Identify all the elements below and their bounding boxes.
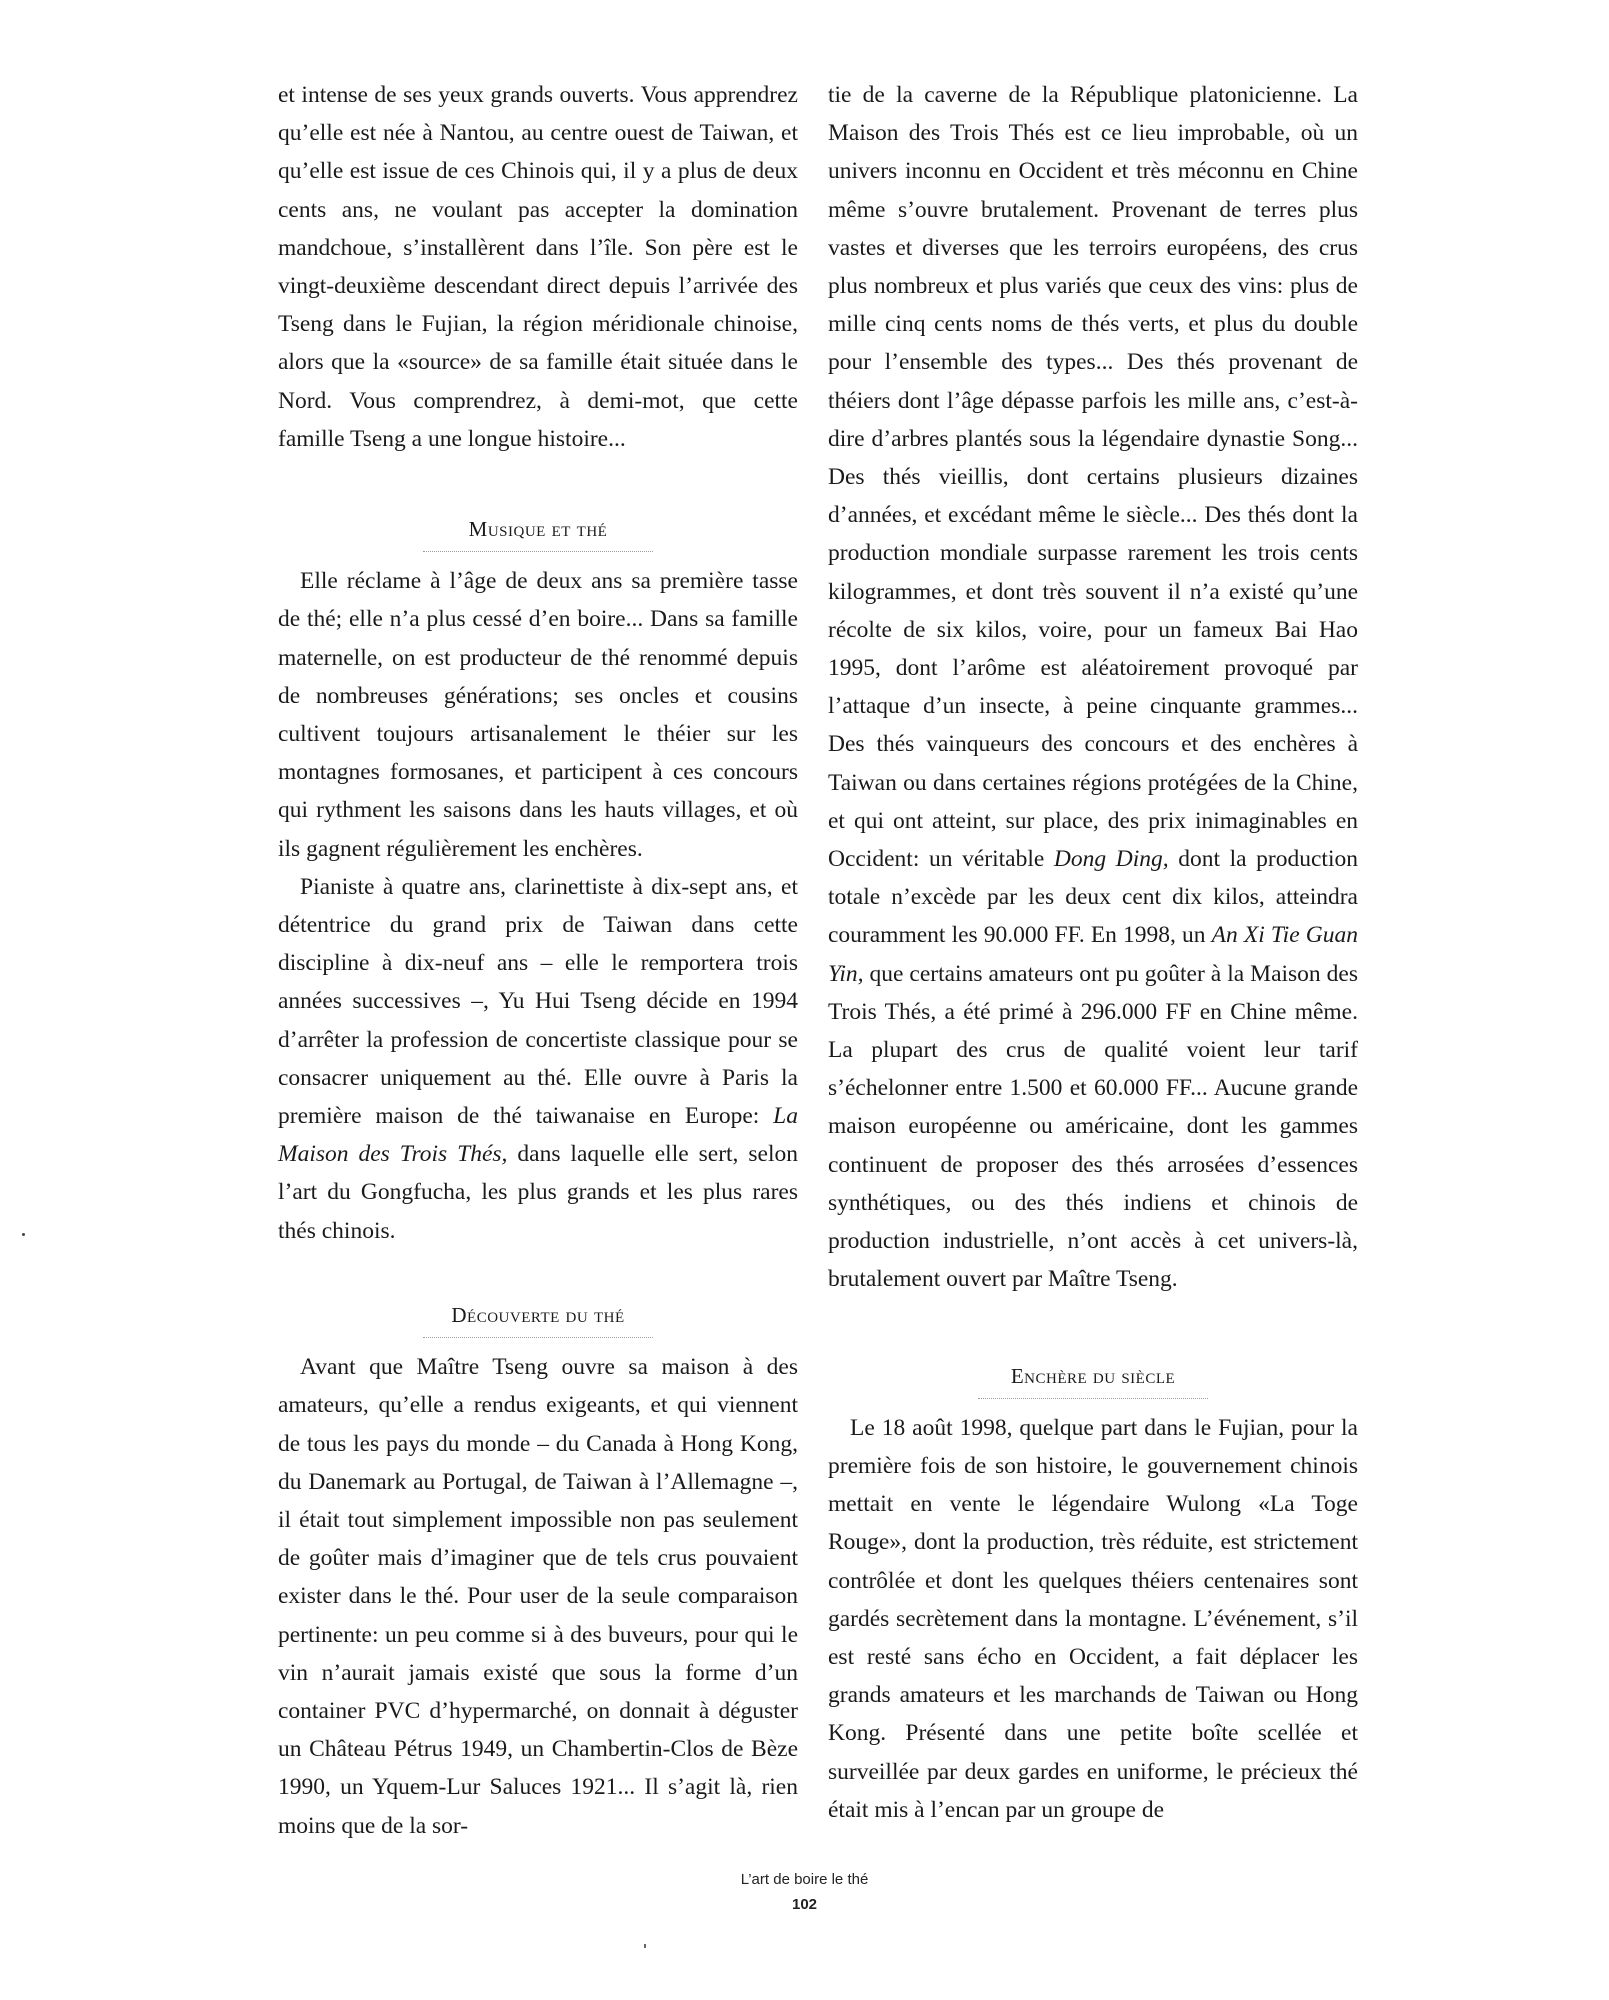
section-enchere [828, 1357, 1358, 1399]
page-number: 102 [791, 1896, 818, 1913]
heading-enchere-du-siecle: Enchère du siècle [1010, 1363, 1176, 1388]
left-column [278, 76, 798, 1845]
paragraph-intro: et intense de ses yeux grands ouverts. Vous apprendrez qu’elle est née à Nantou, au centre ouest de Taiwan, et qu’elle est issue de ces Chinois qui, il y a plus de deux cents ans, ne voulant pas accepter la domination mandchoue, s’installèrent dans l’île. Son père est le vingt-deuxième descendant direct depuis l’arrivée des Tseng dans le Fujian, la région méridionale chinoise, alors que la «source» de sa famille était située dans le Nord. Vous comprendrez, à demi-mot, que cette famille Tseng a une longue histoire... [278, 82, 798, 452]
tea-name-an-xi: An Xi Tie Guan Yin, [828, 922, 1358, 987]
paragraph-enchere: Le 18 août 1998, quelque part dans le Fujian, pour la première fois de son histoire, le gouvernement chinois mettait en vente le légendaire Wulong «La Toge Rouge», dont la production, très réduite, est strictement contrôlée et dont les quelques théiers centenaires sont gardés secrètement dans la montagne. L’événement, s’il est resté sans écho en Occident, a fait déplacer les grands amateurs et les marchands de Taiwan ou Hong Kong. Présenté dans une petite boîte scellée et surveillée par deux gardes en uniforme, le précieux thé était mis à l’encan par un groupe de [828, 1414, 1358, 1823]
heading-musique-et-the: Musique et thé [468, 517, 608, 542]
paragraph-continuation-part-a: tie de la caverne de la République platonicienne. La Maison des Trois Thés est ce lieu improbable, où un univers inconnu en Occident et très méconnu en Chine même s’ouvre brutalement. Provenant de terres plus vastes et diverses que les terroirs européens, des crus plus nombreux et plus variés que ceux des vins: plus de mille cinq cents noms de thés verts, et plus du double pour l’ensemble des types... Des thés provenant de théiers dont l’âge dépasse parfois les mille ans, c’est-à-dire d’arbres plantés sous la légendaire dynastie Song... Des thés vieillis, dont certains plusieurs dizaines d’années, et excédant même le siècle... Des thés dont la production mondiale surpasse rarement les trois cents kilogrammes, et dont très souvent il n’a existé qu’une récolte de six kilos, voire, pour un fameux Bai Hao 1995, dont l’arôme est aléatoirement provoqué par l’attaque d’un insecte, à peine cinquante grammes... Des thés vainqueurs des concours et des enchères à Taiwan ou dans certaines régions protégées de la Chine, et qui ont atteint, sur place, des prix inimaginables en Occident: un véritable [828, 82, 1358, 873]
heading-decouverte-du-the: Découverte du thé [451, 1302, 625, 1327]
scan-speck [22, 1233, 25, 1236]
heading-rule [423, 550, 653, 552]
scan-speck [644, 1944, 646, 1948]
heading-rule [978, 1397, 1208, 1399]
paragraph-continuation-part-c: que certains amateurs ont pu goûter à la Maison des Trois Thés, a été primé à 296.000 FF en Chine même. La plupart des crus de qualité voient leur tarif s’échelonner entre 1.500 et 60.000 FF... Aucune grande maison européenne ou américaine, dont les gammes continuent de proposer des thés arrosées d’essences synthétiques, ou des thés indiens et chinois de production industrielle, n’ont accès à cet univers-là, brutalement ouvert par Maître Tseng. [828, 960, 1358, 1293]
paragraph-decouverte: Avant que Maître Tseng ouvre sa maison à des amateurs, qu’elle a rendus exigeants, et qui viennent de tous les pays du monde – du Canada à Hong Kong, du Danemark au Portugal, de Taiwan à l’Allemagne –, il était tout simplement impossible non pas seulement de goûter mais d’imaginer que de tels crus pouvaient exister dans le thé. Pour user de la seule comparaison pertinente: un peu comme si à des buveurs, pour qui le vin n’aurait jamais existé que sous la forme d’un container PVC d’hypermarché, on donnait à déguster un Château Pétrus 1949, un Chambertin-Clos de Bèze 1990, un Yquem-Lur Saluces 1921... Il s’agit là, rien moins que de la sor- [278, 1354, 798, 1839]
title-maison-des-trois-thes: La Maison des Trois Thés, [278, 1103, 798, 1168]
heading-rule [423, 1336, 653, 1338]
tea-name-dong-ding: Dong Ding, [1053, 846, 1169, 873]
paragraph-continuation [828, 76, 1358, 1299]
paragraph-continuation-part-b: dont la production totale n’excède par les deux cent dix kilos, atteindra couramment les 90.000 FF. En 1998, un [828, 846, 1358, 949]
running-footer-title: L’art de boire le thé [740, 1871, 869, 1888]
section-musique [278, 510, 798, 552]
paragraph-musique-2 [278, 868, 798, 1250]
paragraph-musique-2-part-a: Pianiste à quatre ans, clarinettiste à dix-sept ans, et détentrice du grand prix de Taiwan dans cette discipline à dix-neuf ans – elle le remportera trois années successives –, Yu Hui Tseng décide en 1994 d’arrêter la profession de concertiste classique pour se consacrer uniquement au thé. Elle ouvre à Paris la première maison de thé taiwanaise en Europe: [278, 873, 798, 1130]
right-column [828, 76, 1358, 1829]
paragraph-musique-1: Elle réclame à l’âge de deux ans sa première tasse de thé; elle n’a plus cessé d’en boire... Dans sa famille maternelle, on est producteur de thé renommé depuis de nombreuses générations; ses oncles et cousins cultivent toujours artisanalement le théier sur les montagnes formosanes, et participent à ces concours qui rythment les saisons dans les hauts villages, et où ils gagnent régulièrement les enchères. [278, 568, 798, 862]
section-decouverte [278, 1296, 798, 1338]
paragraph-musique-2-part-b: dans laquelle elle sert, selon l’art du Gongfucha, les plus grands et les plus rares thés chinois. [278, 1141, 798, 1244]
